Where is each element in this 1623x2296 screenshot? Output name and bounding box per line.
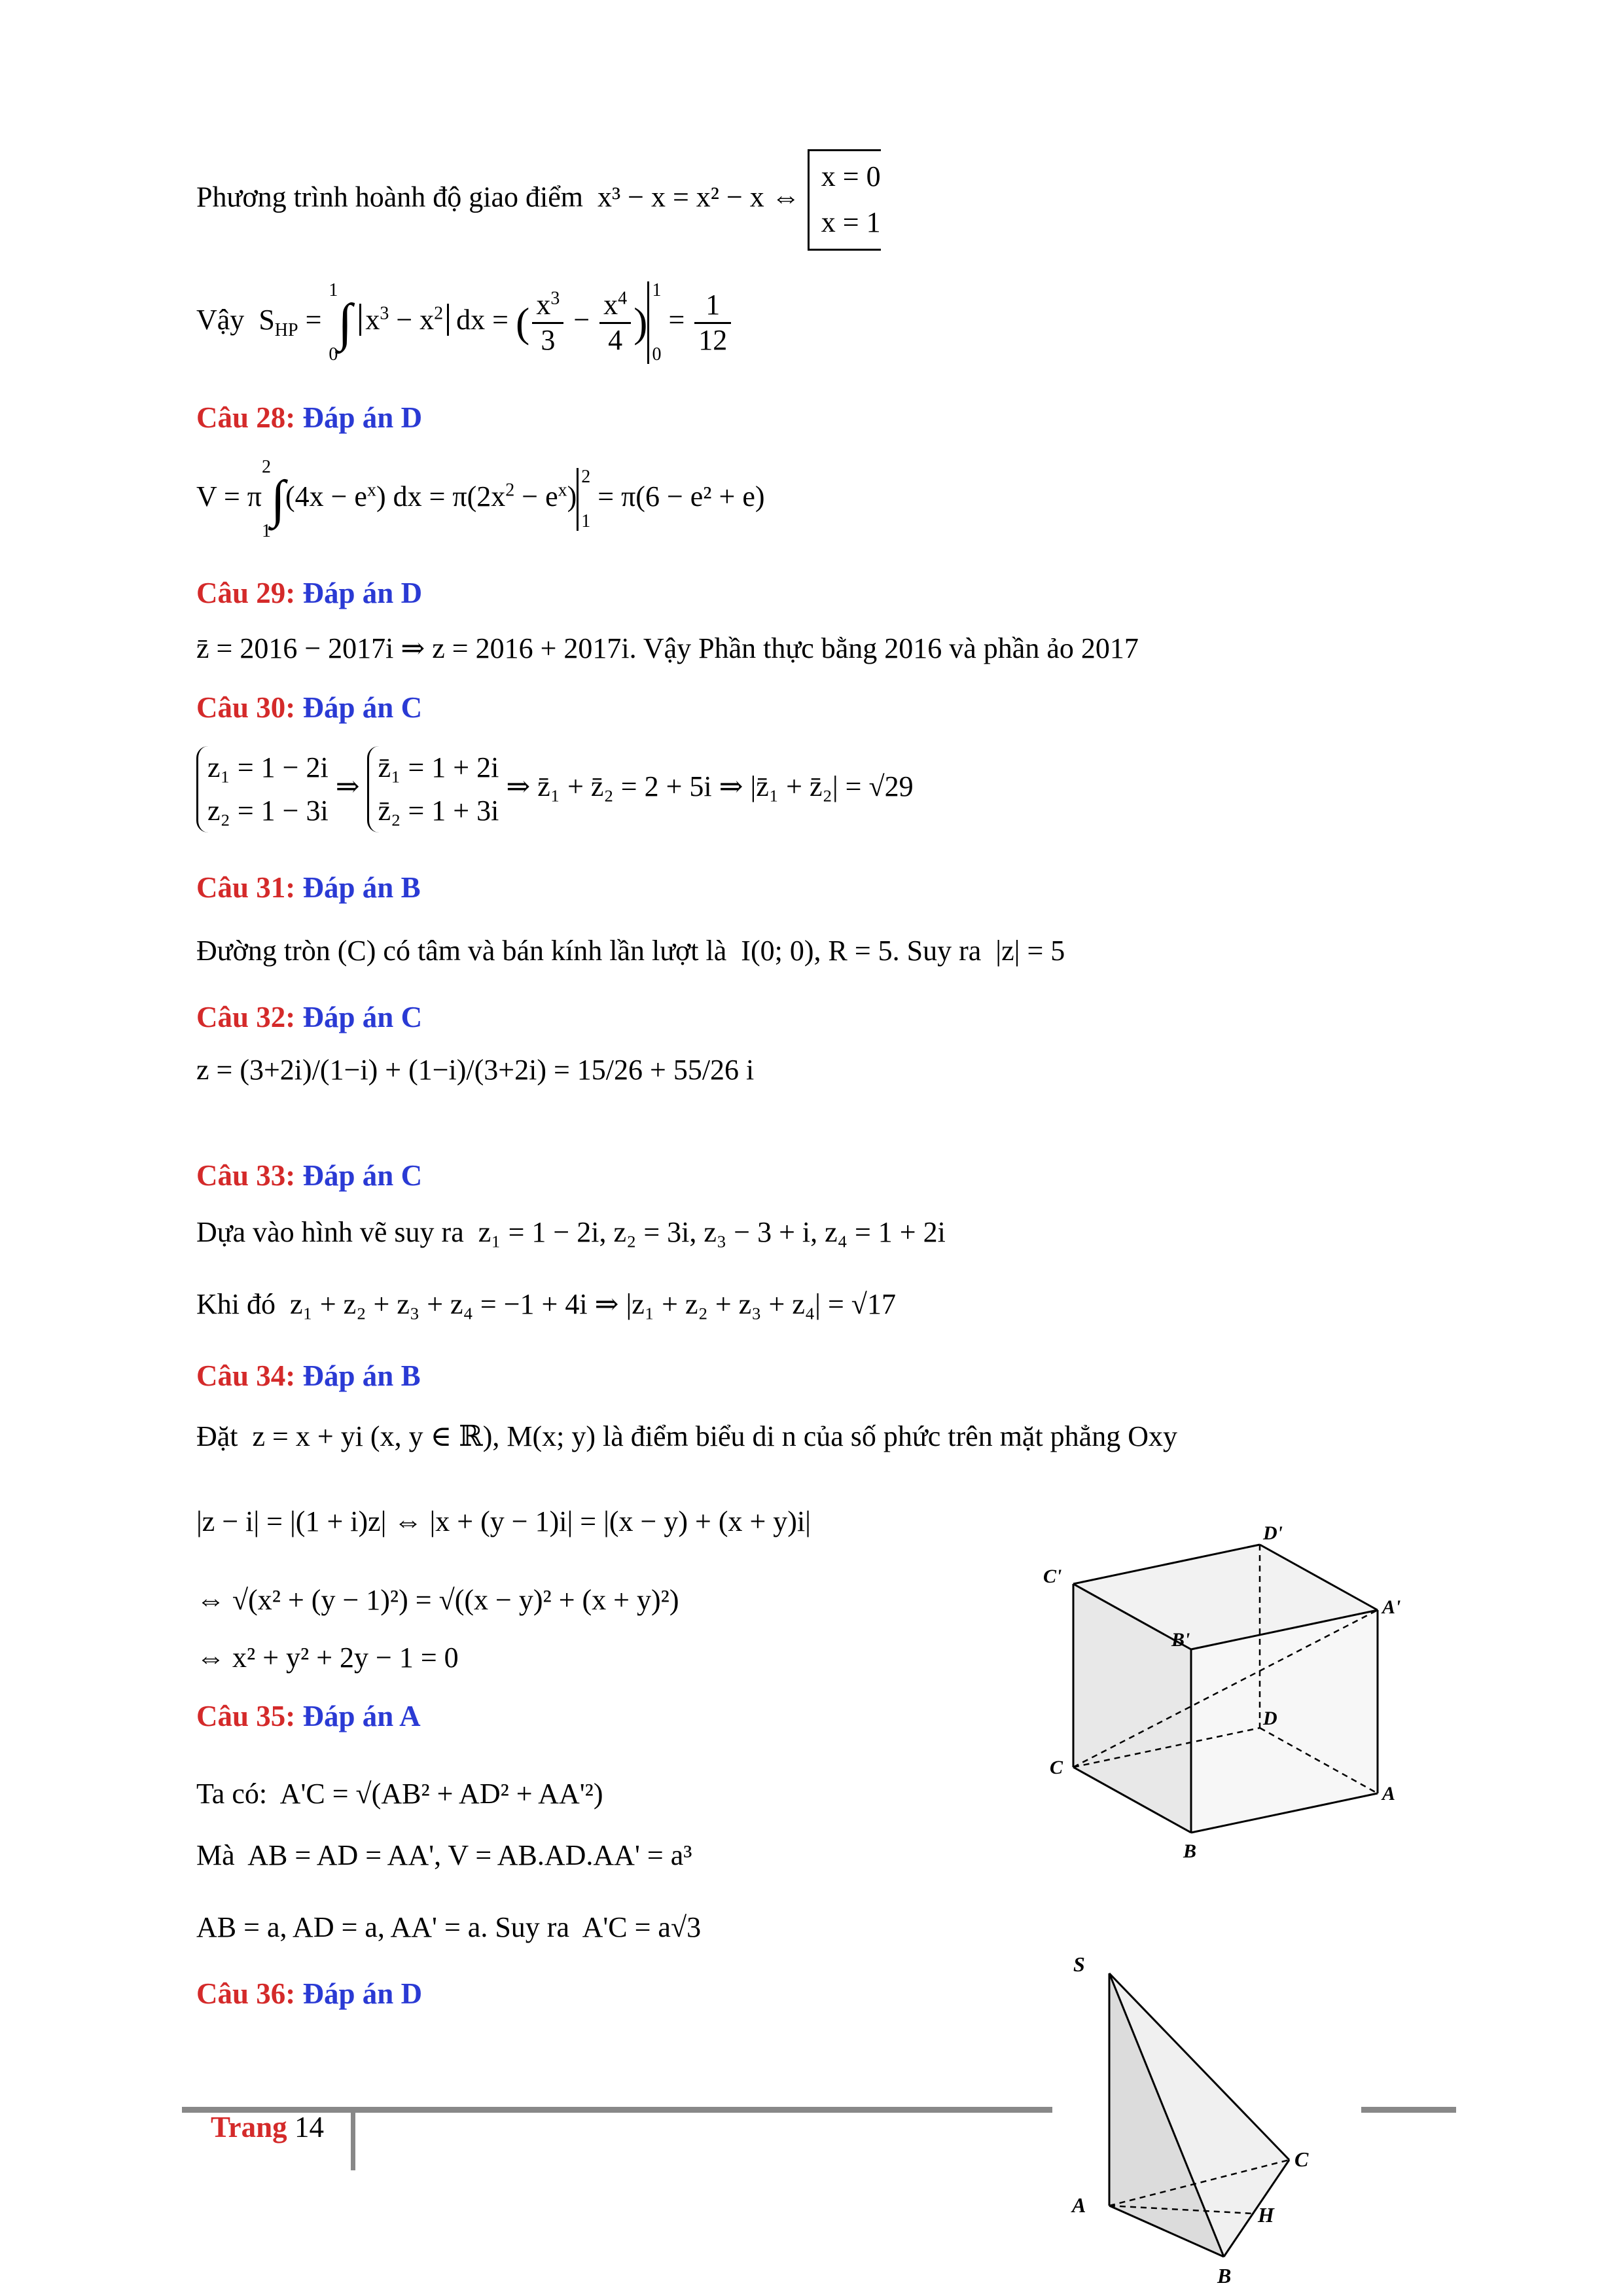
solution-33-line2: Khi đó z₁ + z₂ + z₃ + z₄ = −1 + 4i ⇒ |z₁ + z₂ + z₃ + z₄| = √17 [196, 1288, 896, 1320]
cube-label-a: A [1382, 1783, 1396, 1804]
question-34-heading: Câu 34: Đáp án B [196, 1359, 421, 1392]
area-line: Vậy $S_{HP}$ = 1 0 ∫ $x^3 - x^2$ dx = ( $\frac{x^3}{3}$ − $\frac{x^4}{4}$ ) 1 0 = $\frac{1}{12}$ [196, 281, 734, 364]
solution-28: V = π 2 1 $\int(4x - e^x)$ dx = $\pi(2x^2 - e^x)$ 2 1 = π(6 − e² + e) [196, 457, 765, 541]
solution-31: Đường tròn (C) có tâm và bán kính lần lượt là I(0; 0), R = 5. Suy ra |z| = 5 [196, 935, 1065, 967]
question-32-heading: Câu 32: Đáp án C [196, 1001, 423, 1033]
solution-29-text: . Vậy Phần thực bằng 2016 và phần ảo 2017 [629, 632, 1139, 664]
solution-29-eq: z̄ = 2016 − 2017i ⇒ z = 2016 + 2017i [196, 632, 630, 664]
question-28-heading: Câu 28: Đáp án D [196, 401, 423, 434]
solution-34-line2: |z − i| = |(1 + i)z| ⇔ |x + (y − 1)i| = |(x − y) + (x + y)i| [196, 1505, 811, 1537]
footer-separator [351, 2111, 355, 2170]
solution-28-result: = π(6 − e² + e) [597, 480, 765, 513]
pyramid-label-s: S [1073, 1952, 1085, 1976]
solution-34-line3: ⇔ √(x² + (y − 1)²) = √((x − y)² + (x + y)²) [196, 1584, 679, 1616]
intersection-text: Phương trình hoành độ giao điểm [196, 181, 583, 213]
solution-35-line3: AB = a, AD = a, AA' = a. Suy ra A'C = a√3 [196, 1911, 702, 1943]
cube-label-b1: B' [1171, 1629, 1190, 1651]
solution-35-line2: Mà AB = AD = AA', V = AB.AD.AA' = a³ [196, 1839, 692, 1871]
integral-limits: 1 0 [329, 280, 338, 365]
solution-33-line1: Dựa vào hình vẽ suy ra z₁ = 1 − 2i, z₂ = 3i, z₃ − 3 + i, z₄ = 1 + 2i [196, 1216, 946, 1248]
question-30-heading: Câu 30: Đáp án C [196, 691, 423, 724]
intersection-eq: x³ − x = x² − x ⇔ [597, 181, 800, 213]
system-2: z̄₁ = 1 + 2i z̄₂ = 1 + 3i [367, 746, 499, 833]
question-36-heading: Câu 36: Đáp án D [196, 1977, 423, 2010]
solution-cases [808, 149, 881, 251]
intersection-equation-line [196, 149, 881, 251]
question-31-heading: Câu 31: Đáp án B [196, 871, 421, 904]
pyramid-label-a: A [1072, 2193, 1086, 2217]
question-35-heading: Câu 35: Đáp án A [196, 1700, 421, 1732]
question-29-heading: Câu 29: Đáp án D [196, 577, 423, 609]
question-33-heading: Câu 33: Đáp án C [196, 1159, 423, 1192]
pyramid-label-b: B [1217, 2264, 1232, 2287]
footer-rule-right [1361, 2107, 1456, 2113]
solution-34-line4: ⇔ x² + y² + 2y − 1 = 0 [196, 1641, 459, 1674]
case-x1: x = 1 [821, 206, 881, 239]
cube-label-a1: A' [1382, 1596, 1401, 1618]
cube-label-d1: D' [1263, 1525, 1283, 1544]
solution-35-line1: Ta có: A'C = √(AB² + AD² + AA'²) [196, 1778, 603, 1810]
cube-label-b: B [1183, 1840, 1197, 1862]
system-1: z₁ = 1 − 2i z₂ = 1 − 3i [196, 746, 329, 833]
footer-page-number: 14 [294, 2111, 324, 2144]
solution-30-rest: ⇒ z̄₁ + z̄₂ = 2 + 5i ⇒ |z̄₁ + z̄₂| = √29 [506, 770, 914, 803]
pyramid-figure [1060, 1944, 1335, 2296]
cube-label-c1: C' [1043, 1566, 1062, 1587]
page-footer [211, 2110, 324, 2144]
case-x0: x = 0 [821, 160, 881, 192]
cube-label-c: C [1050, 1757, 1063, 1778]
solution-32 [196, 1054, 754, 1087]
solution-29 [196, 632, 1139, 666]
pyramid-label-h: H [1258, 2203, 1274, 2227]
solution-34-line1: Đặt z = x + yi (x, y ∈ ℝ), M(x; y) là điểm biểu di n của số phức trên mặt phẳng Oxy [196, 1420, 1177, 1452]
pyramid-label-c: C [1294, 2147, 1309, 2171]
cube-label-d: D [1263, 1708, 1277, 1729]
cube-figure [1041, 1525, 1427, 1892]
solution-30: z₁ = 1 − 2i z₂ = 1 − 3i ⇒ z̄₁ = 1 + 2i z̄₂ = 1 + 3i ⇒ z̄₁ + z̄₂ = 2 + 5i ⇒ |z̄₁ + z̄₂| = √29 [196, 746, 914, 833]
solution-32-eq: z = (3+2i)/(1−i) + (1−i)/(3+2i) = 15/26 + 55/26 i [196, 1054, 755, 1086]
footer-page-word: Trang [211, 2111, 287, 2144]
area-prefix: Vậy [196, 304, 245, 336]
